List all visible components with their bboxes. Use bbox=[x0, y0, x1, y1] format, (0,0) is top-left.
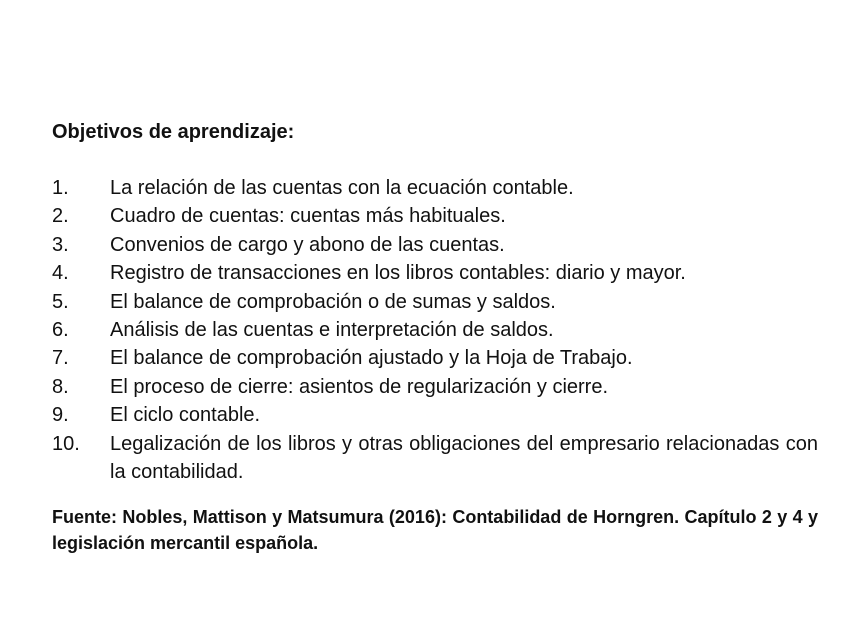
item-number: 5. bbox=[52, 290, 69, 313]
list-item bbox=[52, 202, 818, 230]
list-item bbox=[52, 259, 818, 287]
item-text: El balance de comprobación o de sumas y saldos. bbox=[110, 290, 556, 313]
list-item bbox=[52, 174, 818, 202]
item-text: Registro de transacciones en los libros contables: diario y mayor. bbox=[110, 262, 686, 285]
item-text: Cuadro de cuentas: cuentas más habituales. bbox=[110, 205, 506, 228]
item-number: 10. bbox=[52, 432, 80, 455]
item-number: 3. bbox=[52, 233, 69, 256]
source-citation: Fuente: Nobles, Mattison y Matsumura (2016): Contabilidad de Horngren. Capítulo 2 y 4 y legislación mercantil española. bbox=[52, 507, 818, 554]
list-item bbox=[52, 316, 818, 344]
item-text: La relación de las cuentas con la ecuación contable. bbox=[110, 177, 574, 199]
list-item bbox=[52, 401, 818, 429]
list-item bbox=[52, 344, 818, 372]
list-item bbox=[52, 373, 818, 401]
item-number: 4. bbox=[52, 262, 69, 285]
item-number: 2. bbox=[52, 205, 69, 228]
list-item bbox=[52, 288, 818, 316]
slide-content bbox=[52, 118, 818, 556]
list-item bbox=[52, 430, 818, 487]
objectives-list bbox=[52, 174, 818, 486]
item-text: Legalización de los libros y otras obligaciones del empresario relacionadas con la contabilidad. bbox=[110, 432, 818, 484]
item-number: 1. bbox=[52, 177, 69, 199]
item-number: 7. bbox=[52, 347, 69, 370]
list-item bbox=[52, 231, 818, 259]
item-text: El ciclo contable. bbox=[110, 404, 261, 427]
item-text: Análisis de las cuentas e interpretación de saldos. bbox=[110, 319, 554, 342]
item-number: 6. bbox=[52, 319, 69, 342]
page-title: Objetivos de aprendizaje: bbox=[52, 121, 295, 143]
item-text: El proceso de cierre: asientos de regularización y cierre. bbox=[110, 375, 609, 398]
item-number: 9. bbox=[52, 404, 69, 427]
item-text: El balance de comprobación ajustado y la Hoja de Trabajo. bbox=[110, 347, 633, 370]
item-number: 8. bbox=[52, 375, 69, 398]
item-text: Convenios de cargo y abono de las cuentas. bbox=[110, 233, 505, 256]
